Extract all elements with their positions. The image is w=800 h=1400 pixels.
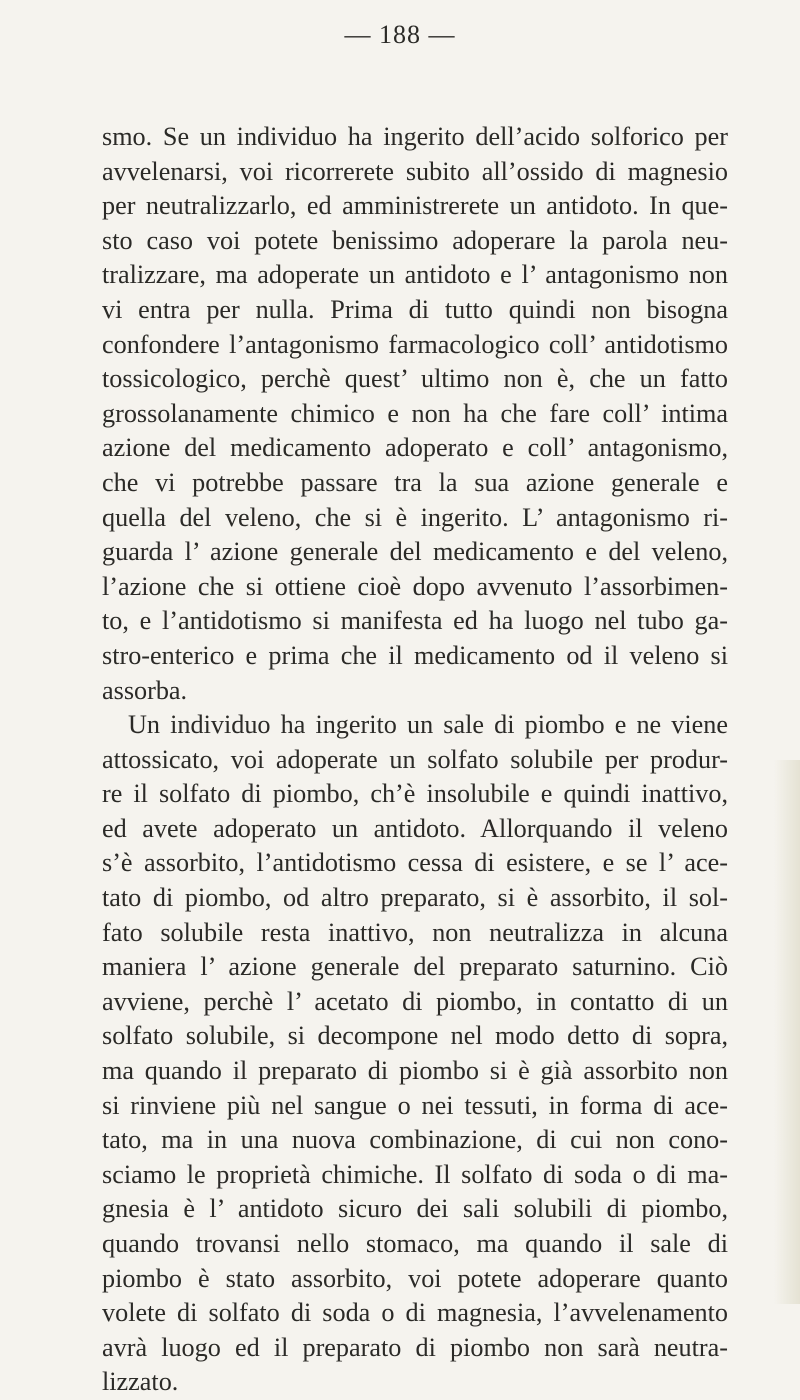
text-line: si rinviene più nel sangue o nei tessuti, in forma di ace- — [102, 1090, 728, 1120]
text-line: lizzato. — [102, 1367, 179, 1397]
text-line: quella del veleno, che si è ingerito. L’ antagonismo ri- — [102, 502, 728, 532]
text-line: assorba. — [102, 675, 188, 705]
text-line: vi entra per nulla. Prima di tutto quindi non bisogna — [102, 294, 728, 324]
text-line: l’azione che si ottiene cioè dopo avvenuto l’assorbimen- — [102, 571, 728, 601]
text-line: quando trovansi nello stomaco, ma quando il sale di — [102, 1229, 728, 1258]
text-line: azione del medicamento adoperato e coll’ antagonismo, — [102, 433, 728, 463]
text-line: avvelenarsi, voi ricorrerete subito all’ossido di magnesio — [102, 156, 728, 186]
text-line: gnesia è l’ antidoto sicuro dei sali solubili di piombo, — [102, 1194, 728, 1224]
text-line: ed avete adoperato un antidoto. Allorquando il veleno — [102, 813, 728, 843]
text-line: Un individuo ha ingerito un sale di piombo e ne viene — [128, 710, 728, 740]
text-line: fato solubile resta inattivo, non neutralizza in alcuna — [102, 917, 728, 947]
text-line: sto caso voi potete benissimo adoperare la parola neu- — [102, 225, 728, 255]
body-text — [102, 120, 728, 1400]
text-line: volete di solfato di soda o di magnesia, l’avvelenamento — [102, 1298, 728, 1328]
text-line: guarda l’ azione generale del medicamento e del veleno, — [102, 537, 728, 567]
text-line: smo. Se un individuo ha ingerito dell’acido solforico per — [102, 122, 728, 151]
page-edge-shadow — [774, 760, 800, 1304]
text-line: tato di piombo, od altro preparato, si è assorbito, il sol- — [102, 883, 728, 913]
text-line: avviene, perchè l’ acetato di piombo, in contatto di un — [102, 986, 728, 1016]
text-line: attossicato, voi adoperate un solfato solubile per produr- — [102, 744, 728, 774]
text-line: stro-enterico e prima che il medicamento od il veleno si — [102, 640, 728, 670]
text-line: avrà luogo ed il preparato di piombo non sarà neutra- — [102, 1332, 728, 1362]
text-line: maniera l’ azione generale del preparato saturnino. Ciò — [102, 952, 728, 982]
text-line: confondere l’antagonismo farmacologico coll’ antidotismo — [102, 329, 728, 359]
text-line: grossolanamente chimico e non ha che fare coll’ intima — [102, 398, 728, 428]
text-line: che vi potrebbe passare tra la sua azione generale e — [102, 467, 728, 497]
text-line: re il solfato di piombo, ch’è insolubile e quindi inattivo, — [102, 779, 728, 809]
text-line: per neutralizzarlo, ed amministrerete un antidoto. In que- — [102, 191, 728, 221]
text-line: piombo è stato assorbito, voi potete adoperare quanto — [102, 1263, 728, 1293]
text-line: tossicologico, perchè quest’ ultimo non è, che un fatto — [102, 364, 728, 394]
text-line: tato, ma in una nuova combinazione, di cui non cono- — [102, 1125, 728, 1155]
text-line: s’è assorbito, l’antidotismo cessa di esistere, e se l’ ace- — [102, 848, 728, 878]
text-line: tralizzare, ma adoperate un antidoto e l’ antagonismo non — [102, 260, 728, 290]
page-number: — 188 — — [344, 20, 456, 49]
text-line: ma quando il preparato di piombo si è già assorbito non — [102, 1056, 728, 1086]
text-line: solfato solubile, si decompone nel modo detto di sopra, — [102, 1021, 728, 1051]
text-line: sciamo le proprietà chimiche. Il solfato di soda o di ma- — [102, 1159, 728, 1189]
text-line: to, e l’antidotismo si manifesta ed ha luogo nel tubo ga- — [102, 606, 728, 636]
